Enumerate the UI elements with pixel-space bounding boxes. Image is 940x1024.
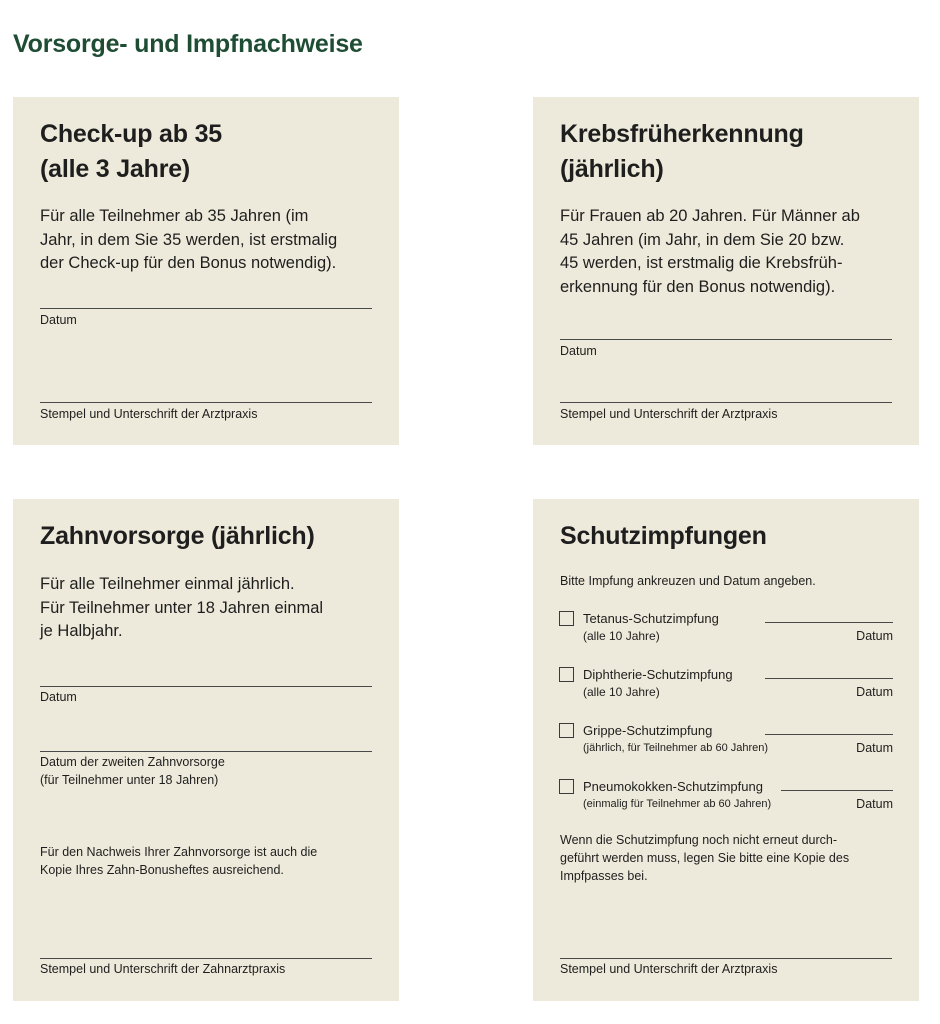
checkup-description-line: Jahr, in dem Sie 35 werden, ist erstmalig (40, 230, 338, 249)
dental-date-label: Datum (40, 690, 77, 704)
vaccination-date-field-tetanus[interactable] (765, 622, 893, 623)
vaccinations-card (533, 499, 919, 1001)
dental-note-line: Kopie Ihres Zahn-Bonusheftes ausreichend. (40, 863, 284, 877)
vaccination-date-label: Datum (856, 741, 893, 755)
cancer-screening-card (533, 97, 919, 445)
cancer-screening-description-line: erkennung für den Bonus notwendig). (560, 277, 836, 296)
vaccination-checkbox-tetanus[interactable] (559, 611, 574, 626)
checkup-date-field[interactable] (40, 308, 372, 309)
vaccination-date-label: Datum (856, 629, 893, 643)
dental-description (40, 573, 323, 644)
dental-second-date-label (40, 754, 225, 789)
cancer-screening-description-line: 45 Jahren (im Jahr, in dem Sie 20 bzw. (560, 230, 845, 249)
vaccinations-note-line: Impfpasses bei. (560, 869, 648, 883)
checkup-title (40, 117, 222, 187)
vaccination-checkbox-influenza[interactable] (559, 723, 574, 738)
vaccinations-stamp-label: Stempel und Unterschrift der Arztpraxis (560, 962, 778, 976)
cancer-screening-title (560, 117, 804, 187)
checkup-card (13, 97, 399, 445)
dental-description-line: Für alle Teilnehmer einmal jährlich. (40, 575, 295, 593)
vaccination-checkbox-diphtheria[interactable] (559, 667, 574, 682)
dental-description-line: Für Teilnehmer unter 18 Jahren einmal (40, 598, 324, 617)
dental-second-date-label-line: Datum der zweiten Zahnvorsorge (40, 755, 225, 769)
vaccination-date-label: Datum (856, 797, 893, 811)
vaccination-name: Diphtherie-Schutzimpfung (583, 667, 733, 682)
vaccinations-instruction: Bitte Impfung ankreuzen und Datum angeben. (560, 574, 816, 588)
vaccination-frequency: (alle 10 Jahre) (583, 629, 660, 643)
dental-second-date-field[interactable] (40, 751, 372, 752)
checkup-description-line: der Check-up für den Bonus notwendig). (40, 254, 337, 272)
dental-note (40, 843, 317, 879)
checkup-stamp-field[interactable] (40, 402, 372, 403)
vaccination-item-pneumococcal (559, 778, 893, 818)
cancer-screening-date-field[interactable] (560, 339, 892, 340)
vaccination-checkbox-pneumococcal[interactable] (559, 779, 574, 794)
vaccination-frequency: (jährlich, für Teilnehmer ab 60 Jahren) (583, 742, 769, 754)
cancer-screening-stamp-label: Stempel und Unterschrift der Arztpraxis (560, 407, 778, 421)
vaccination-date-label: Datum (856, 685, 893, 699)
vaccinations-stamp-field[interactable] (560, 958, 892, 959)
dental-stamp-label: Stempel und Unterschrift der Zahnarztpraxis (40, 962, 286, 976)
cancer-screening-description-line: Für Frauen ab 20 Jahren. Für Männer ab (560, 207, 860, 225)
cancer-screening-title-line: (jährlich) (560, 155, 664, 183)
vaccinations-note (560, 831, 849, 885)
vaccination-name: Pneumokokken-Schutzimpfung (583, 779, 763, 794)
dental-description-line: je Halbjahr. (40, 622, 123, 640)
vaccination-name: Grippe-Schutzimpfung (583, 723, 713, 738)
checkup-description-line: Für alle Teilnehmer ab 35 Jahren (im (40, 207, 309, 225)
vaccination-date-field-pneumococcal[interactable] (781, 790, 893, 791)
vaccination-frequency: (einmalig für Teilnehmer ab 60 Jahren) (583, 798, 772, 810)
cancer-screening-description (560, 205, 860, 299)
vaccinations-title: Schutzimpfungen (560, 522, 767, 550)
dental-note-line: Für den Nachweis Ihrer Zahnvorsorge ist auch die (40, 845, 318, 859)
cancer-screening-title-line: Krebsfrüherkennung (560, 120, 804, 148)
page-title: Vorsorge- und Impfnachweise (13, 30, 363, 58)
dental-date-field[interactable] (40, 686, 372, 687)
dental-stamp-field[interactable] (40, 958, 372, 959)
vaccinations-note-line: geführt werden muss, legen Sie bitte eine Kopie des (560, 851, 850, 865)
dental-second-date-label-line: (für Teilnehmer unter 18 Jahren) (40, 772, 219, 787)
checkup-description (40, 205, 337, 276)
dental-title: Zahnvorsorge (jährlich) (40, 522, 315, 550)
vaccination-frequency: (alle 10 Jahre) (583, 685, 660, 699)
cancer-screening-date-label: Datum (560, 344, 597, 358)
cancer-screening-description-line: 45 werden, ist erstmalig die Krebsfrüh- (560, 254, 843, 272)
cancer-screening-stamp-field[interactable] (560, 402, 892, 403)
vaccination-item-diphtheria (559, 666, 893, 706)
vaccination-date-field-diphtheria[interactable] (765, 678, 893, 679)
vaccination-date-field-influenza[interactable] (765, 734, 893, 735)
vaccination-item-tetanus (559, 610, 893, 650)
checkup-title-line: (alle 3 Jahre) (40, 155, 191, 183)
dental-card (13, 499, 399, 1001)
checkup-title-line: Check-up ab 35 (40, 120, 222, 148)
vaccination-name: Tetanus-Schutzimpfung (583, 611, 719, 626)
vaccinations-note-line: Wenn die Schutzimpfung noch nicht erneut durch- (560, 833, 838, 847)
vaccination-item-influenza (559, 722, 893, 762)
checkup-date-label: Datum (40, 313, 77, 327)
checkup-stamp-label: Stempel und Unterschrift der Arztpraxis (40, 407, 258, 421)
